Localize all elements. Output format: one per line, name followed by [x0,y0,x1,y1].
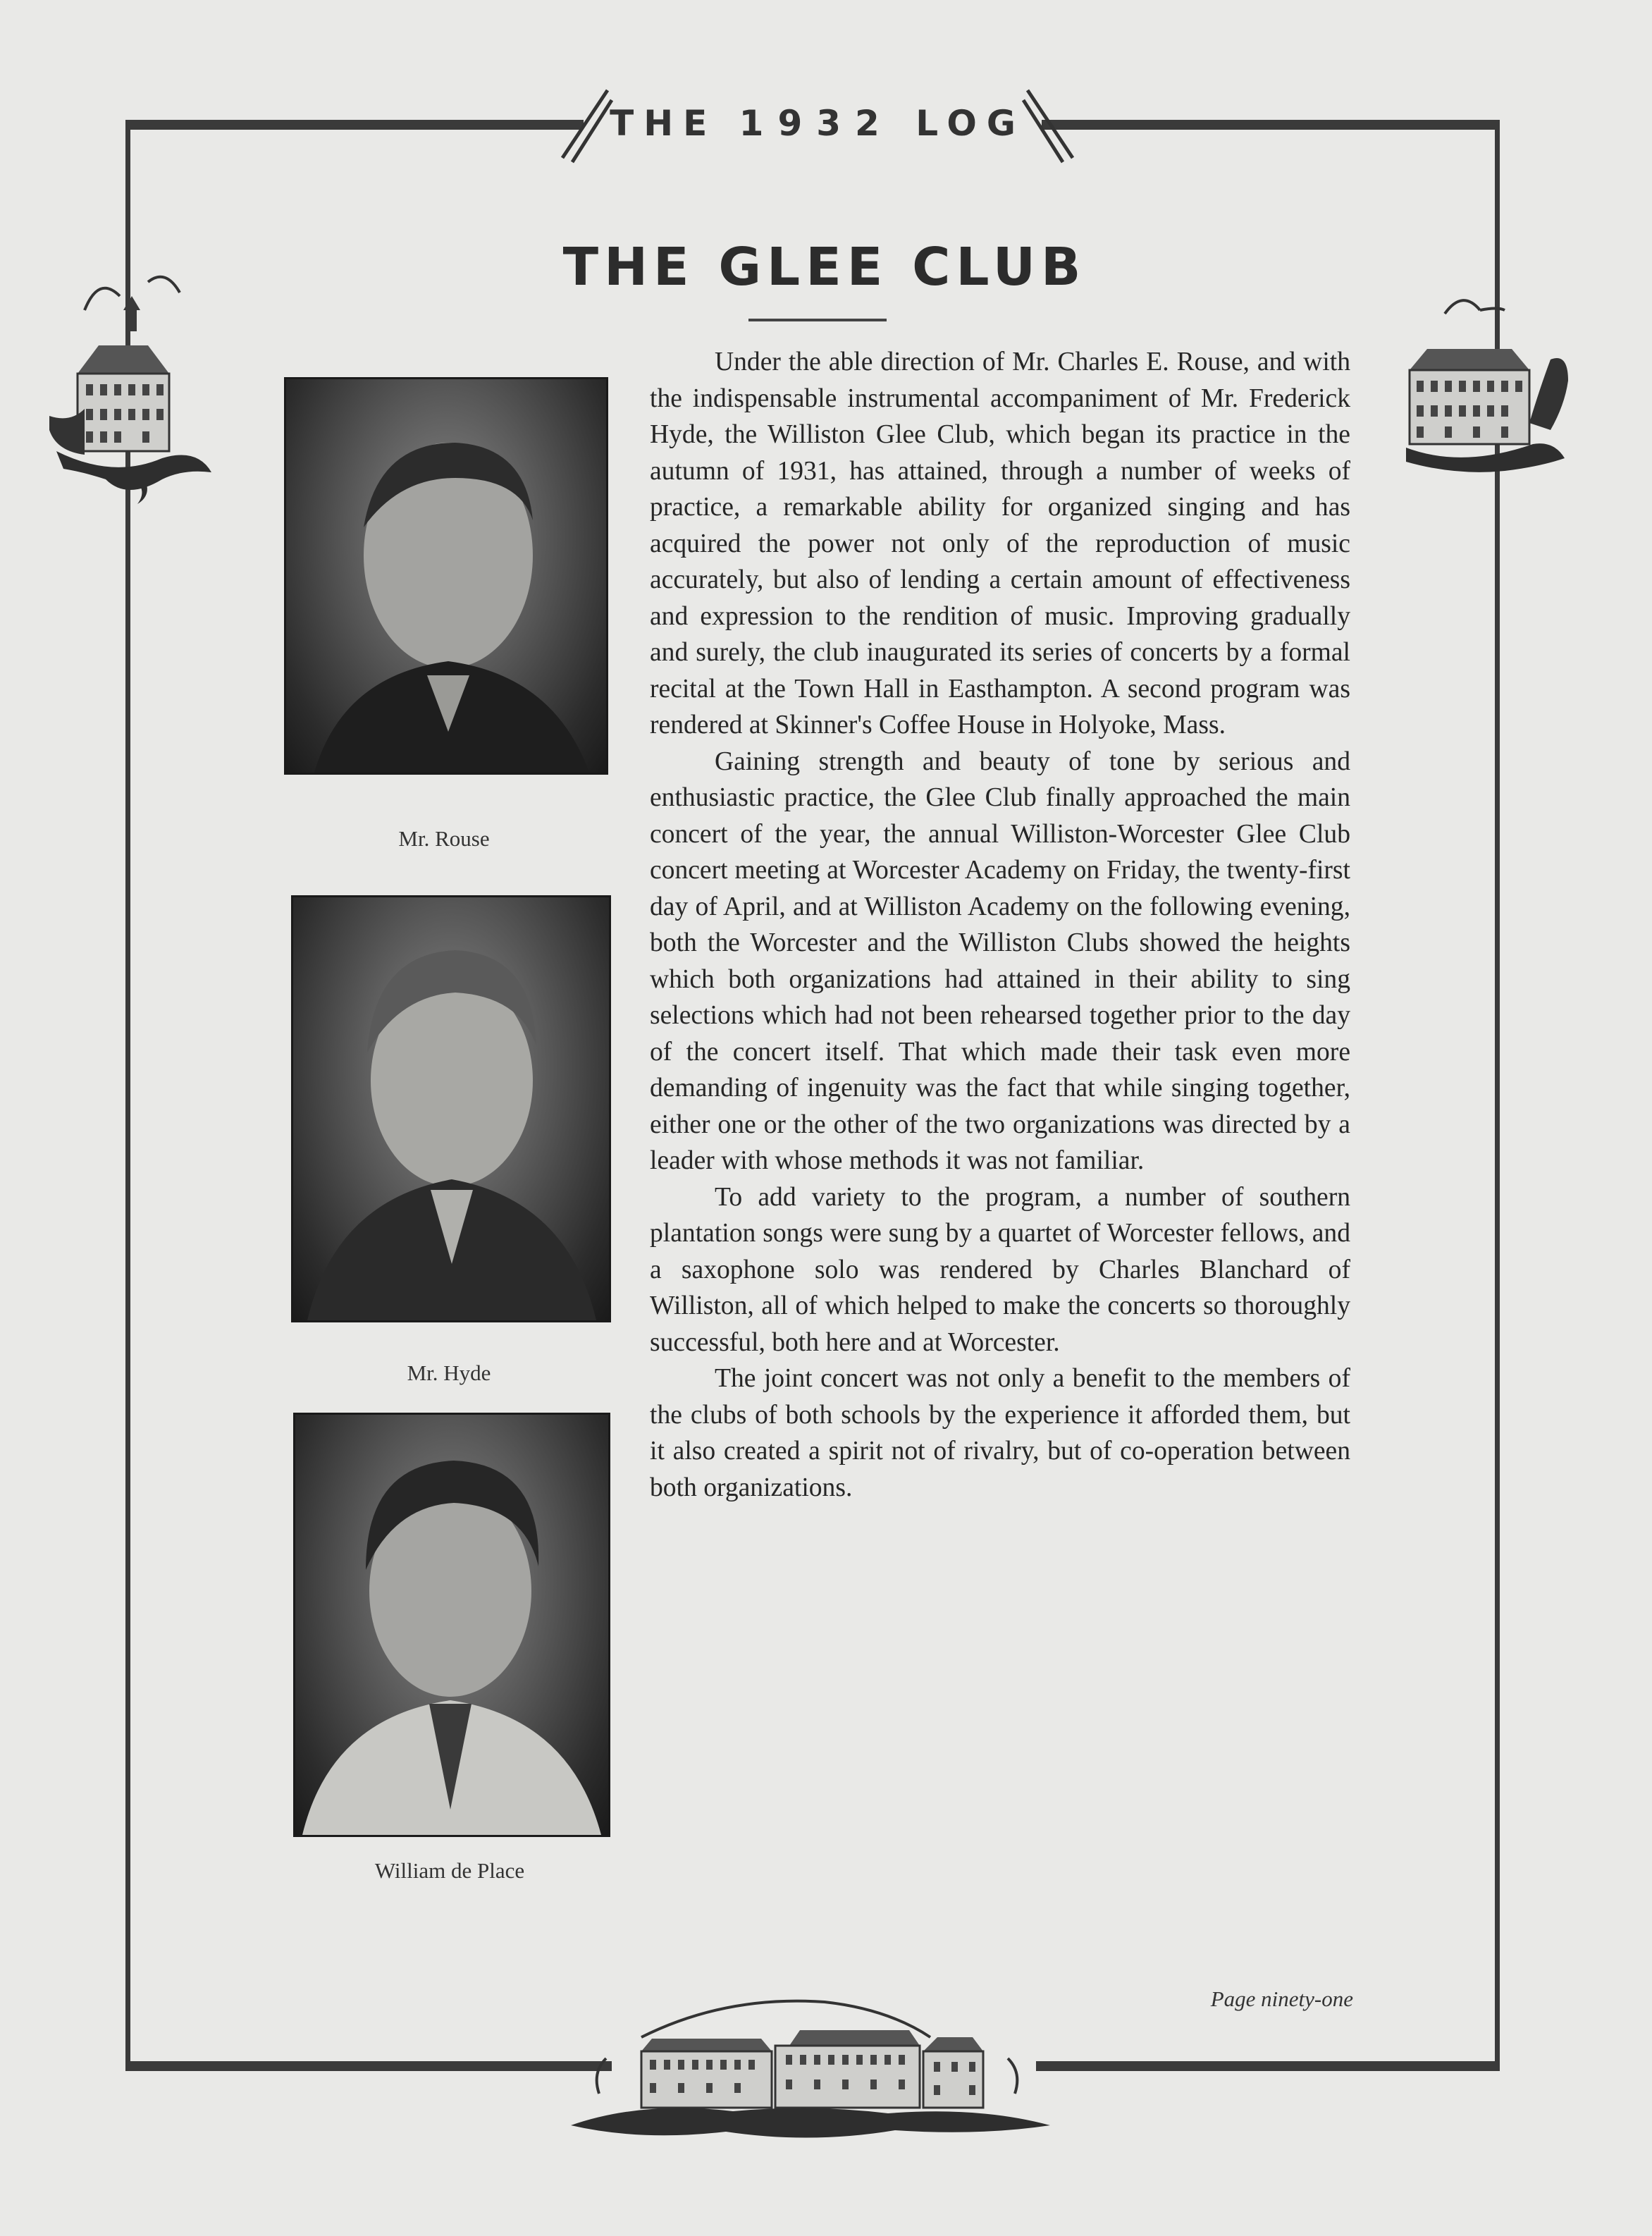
article-paragraph: To add variety to the program, a number of southern plantation songs were sung by a quartet of Worcester fellows, and a saxophone solo was rendered by Charles Blanchard of Williston, all of which helped to make the concerts so thoroughly successful, both here and at Worcester. [650,1182,1350,1357]
page-title: THE GLEE CLUB [562,237,1087,297]
footer-rule-right [1036,2061,1500,2071]
title-underline [748,319,887,321]
page-number: Page ninety-one [1210,1986,1353,2011]
running-head-suffix: LOG [916,103,1025,144]
portrait-photo-rouse [284,377,608,775]
portrait-photo-de-place [293,1413,610,1837]
running-head-prefix: THE [610,103,717,144]
portrait-silhouette-hyde [293,897,609,1320]
school-building-vignette-right [1399,282,1582,479]
running-head-year: 1932 [739,103,894,144]
photo-caption: Mr. Hyde [407,1360,491,1385]
footer-rule-left [125,2061,612,2071]
campus-buildings-vignette-bottom [557,1981,1064,2150]
portrait-silhouette-rouse [286,379,606,773]
article-paragraph: The joint concert was not only a benefit to the members of the clubs of both schools by the experience it afforded them, but it also created a spirit not of rivalry, but of co-operation between both organizations. [650,1364,1350,1502]
header-rule-right [1042,120,1500,130]
article-body [650,344,1350,1506]
school-building-vignette-left [42,268,226,508]
header-slash-ornament-right [1022,85,1078,169]
photo-caption: Mr. Rouse [398,826,490,851]
portrait-silhouette-de-place [295,1415,608,1835]
article-paragraph: Under the able direction of Mr. Charles E. Rouse, and with the indispensable instrumental accompaniment of Mr. Frederick Hyde, the Williston Glee Club, which began its practice in the autumn of 1931, has attained, through a number of weeks of practice, a remarkable ability for organized singing and has acquired the power not only of the reproduction of music accurately, but also of lending a certain amount of effectiveness and expression to the rendition of music. Improving gradually and surely, the club inaugurated its series of concerts by a formal recital at the Town Hall in Easthampton. A second program was rendered at Skinner's Coffee House in Holyoke, Mass. [650,348,1350,739]
header-rule-left [125,120,584,130]
article-paragraph: Gaining strength and beauty of tone by serious and enthusiastic practice, the Glee Club finally approached the main concert of the year, the annual Williston-Worcester Glee Club concert meeting at Worcester Academy on Friday, the twenty-first day of April, and at Williston Academy on the following evening, both the Worcester and the Williston Clubs showed the heights which both organizations had attained in their ability to sing selections which had not been rehearsed together prior to the day of the concert itself. That which made their task even more demanding of ingenuity was the fact that while singing together, either one or the other of the two organizations was directed by a leader with whose methods it was not familiar. [650,747,1350,1175]
portrait-photo-hyde [291,895,611,1322]
photo-caption: William de Place [374,1858,525,1883]
running-head [592,103,1043,159]
